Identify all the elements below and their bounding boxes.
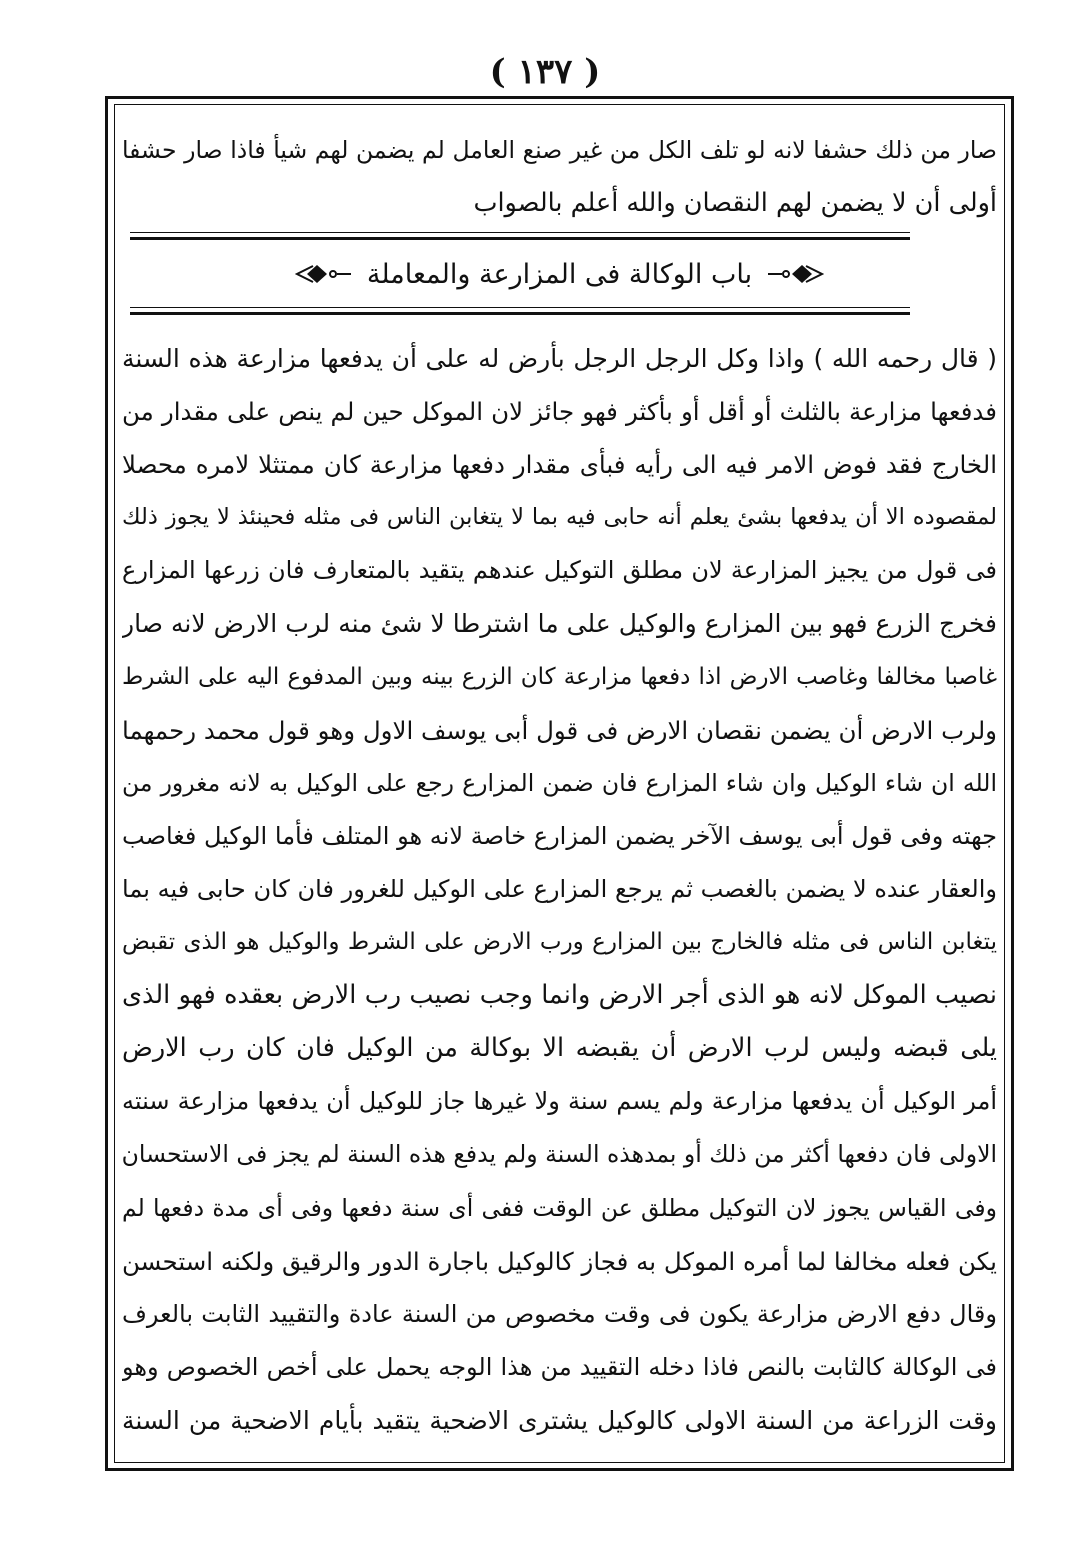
text-line: فخرج الزرع فهو بين المزارع والوكيل على ما اشترطا لا شئ منه لرب الارض لانه صار <box>122 609 997 639</box>
text-line: وقت الزراعة من السنة الاولى كالوكيل يشترى الاضحية يتقيد بأيام الاضحية من السنة <box>122 1405 997 1435</box>
text-line: جهته وفى قول أبى يوسف الآخر يضمن المزارع خاصة لانه هو المتلف فأما الوكيل فغاصب <box>122 821 997 850</box>
chapter-title: باب الوكالة فى المزارعة والمعاملة <box>366 258 753 290</box>
text-line: الخارج فقد فوض الامر فيه الى رأيه فبأى مقدار دفعها مزارعة كان ممتثلا لامره محصلا <box>122 450 997 480</box>
divider-bottom <box>130 307 910 308</box>
text-line: ولرب الارض أن يضمن نقصان الارض فى قول أبى يوسف الاول وهو قول محمد رحمهما <box>122 715 997 745</box>
text-line: أولى أن لا يضمن لهم النقصان والله أعلم بالصواب <box>473 188 997 218</box>
divider-top-thick <box>130 237 910 240</box>
chapter-heading <box>122 252 997 296</box>
ornament-left-icon <box>295 262 353 286</box>
page-number: ( ١٣٧ ) <box>489 52 601 92</box>
text-line: لمقصوده الا أن يدفعها بشئ يعلم أنه حابى فيه بما لا يتغابن الناس فى مثله فحينئذ لا يجوز ذلك <box>122 504 997 531</box>
divider-bottom-thick <box>130 312 910 315</box>
divider-top <box>130 232 910 233</box>
text-line: صار من ذلك حشفا لانه لو تلف الكل من غير صنع العامل لم يضمن لهم شيأ فاذا صار حشفا <box>122 136 997 164</box>
text-line: يكن فعله مخالفا لما أمره الموكل به فجاز كالوكيل باجارة الدور والرقيق ولكنه استحسن <box>122 1246 997 1276</box>
text-line: الله ان شاء الوكيل وان شاء المزارع فان ضمن المزارع رجع على الوكيل به لانه مغرور من <box>122 768 997 797</box>
body-paragraph <box>122 332 997 1447</box>
text-line: أمر الوكيل أن يدفعها مزارعة ولم يسم سنة ولا غيرها جاز للوكيل أن يدفعها مزارعة سنته <box>122 1087 997 1116</box>
intro-paragraph <box>122 124 997 230</box>
text-line: يلى قبضه وليس لرب الارض أن يقبضه الا بوكالة من الوكيل فان كان رب الارض <box>122 1033 997 1064</box>
text-line: وفى القياس يجوز لان التوكيل مطلق عن الوقت ففى أى سنة دفعها وفى أى مدة دفعها لم <box>122 1193 997 1222</box>
text-line: نصيب الموكل لانه هو الذى أجر الارض وانما وجب نصيب رب الارض بعقده فهو الذى <box>122 980 997 1011</box>
text-line: فى قول من يجيز المزارعة لان مطلق التوكيل عندهم يتقيد بالمتعارف فان زرعها المزارع <box>122 556 997 585</box>
text-line: ( قال رحمه الله ) واذا وكل الرجل الرجل بأرض له على أن يدفعها مزارعة هذه السنة <box>122 344 997 373</box>
text-line: يتغابن الناس فى مثله فالخارج بين المزارع ورب الارض على الشرط والوكيل هو الذى تقبض <box>122 929 997 956</box>
text-line: فى الوكالة كالثابت بالنص فاذا دخله التقييد من هذا الوجه يحمل على أخص الخصوص وهو <box>122 1352 997 1381</box>
text-line: غاصبا مخالفا وغاصب الارض اذا دفعها مزارعة كان الزرع بينه وبين المدفوع اليه على الشرط <box>122 663 997 690</box>
text-line: فدفعها مزارعة بالثلث أو أقل أو بأكثر فهو جائز لان الموكل حين لم ينص على مقدار من <box>122 397 997 427</box>
text-line: الاولى فان دفعها أكثر من ذلك أو بمدهذه السنة ولم يدفع هذه السنة لم يجز فى الاستحسان <box>122 1140 997 1169</box>
ornament-right-icon <box>766 262 824 286</box>
text-line: وقال دفع الارض مزارعة يكون فى وقت مخصوص من السنة عادة والتقييد الثابت بالعرف <box>122 1299 997 1328</box>
text-line: والعقار عنده لا يضمن بالغصب ثم يرجع المزارع على الوكيل للغرور فان كان حابى فيه بما <box>122 874 997 903</box>
